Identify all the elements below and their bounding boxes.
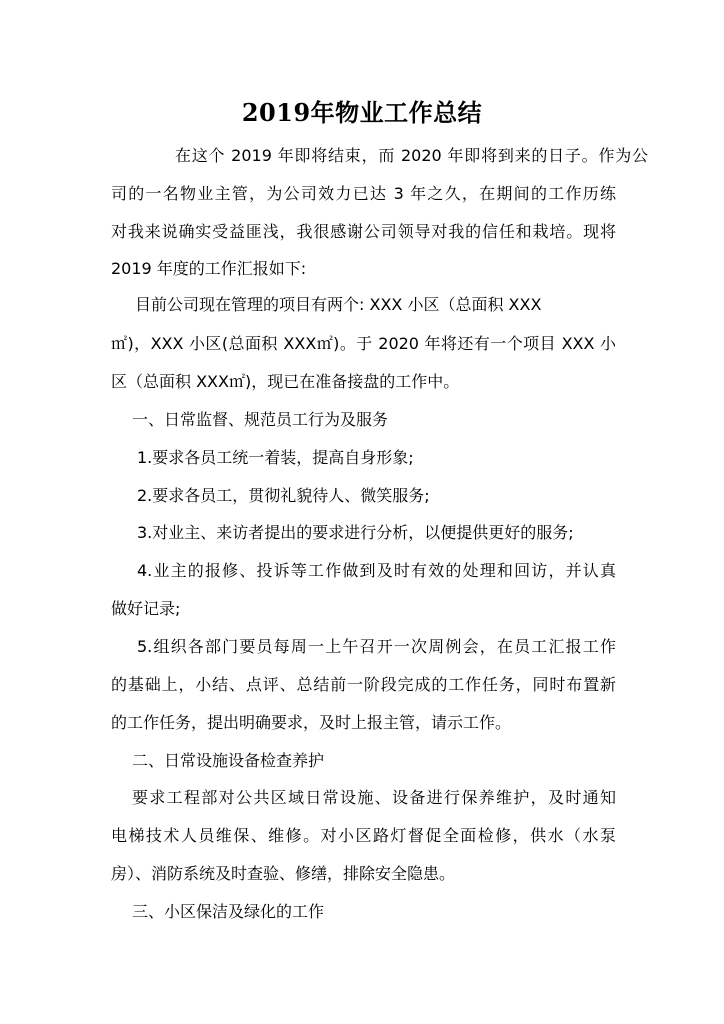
paragraph-line-10: 房）、消防系统及时查验、修缮，排除安全隐患。	[111, 864, 456, 883]
paragraph-line-2: 司的一名物业主管，为公司效力已达 3 年之久，在期间的工作历练	[111, 184, 616, 203]
section-heading-3: 三、小区保洁及绿化的工作	[132, 902, 325, 921]
paragraph-line-1: 在这个 2019 年即将结束，而 2020 年即将到来的日子。作为公	[175, 146, 648, 165]
list-item-5: 5.组织各部门要员每周一上午召开一次周例会，在员工汇报工作	[137, 637, 616, 656]
paragraph-line-6: ㎡)，XXX 小区(总面积 XXX㎡)。于 2020 年将还有一个项目 XXX 小	[111, 334, 616, 353]
list-item-4-continued: 做好记录;	[111, 599, 181, 618]
list-item-1: 1.要求各员工统一着装，提高自身形象;	[137, 448, 414, 467]
list-item-5-continued-2: 的工作任务，提出明确要求，及时上报主管，请示工作。	[111, 713, 512, 732]
list-item-3: 3.对业主、来访者提出的要求进行分析，以便提供更好的服务;	[137, 523, 574, 542]
section-heading-2: 二、日常设施设备检查养护	[132, 751, 325, 770]
paragraph-line-7: 区（总面积 XXX㎡)，现已在准备接盘的工作中。	[111, 372, 460, 391]
list-item-2: 2.要求各员工，贯彻礼貌待人、微笑服务;	[137, 486, 430, 505]
section-heading-1: 一、日常监督、规范员工行为及服务	[132, 410, 389, 429]
paragraph-line-4: 2019 年度的工作汇报如下:	[111, 259, 307, 278]
paragraph-line-5: 目前公司现在管理的项目有两个: XXX 小区（总面积 XXX	[135, 295, 542, 314]
document-title: 2019年物业工作总结	[241, 98, 483, 127]
paragraph-line-3: 对我来说确实受益匪浅，我很感谢公司领导对我的信任和栽培。现将	[111, 222, 616, 241]
list-item-5-continued-1: 的基础上，小结、点评、总结前一阶段完成的工作任务，同时布置新	[111, 675, 616, 694]
list-item-4: 4.业主的报修、投诉等工作做到及时有效的处理和回访，并认真	[137, 561, 616, 580]
paragraph-line-8: 要求工程部对公共区域日常设施、设备进行保养维护，及时通知	[132, 788, 616, 807]
paragraph-line-9: 电梯技术人员维保、维修。对小区路灯督促全面检修，供水（水泵	[111, 826, 616, 845]
